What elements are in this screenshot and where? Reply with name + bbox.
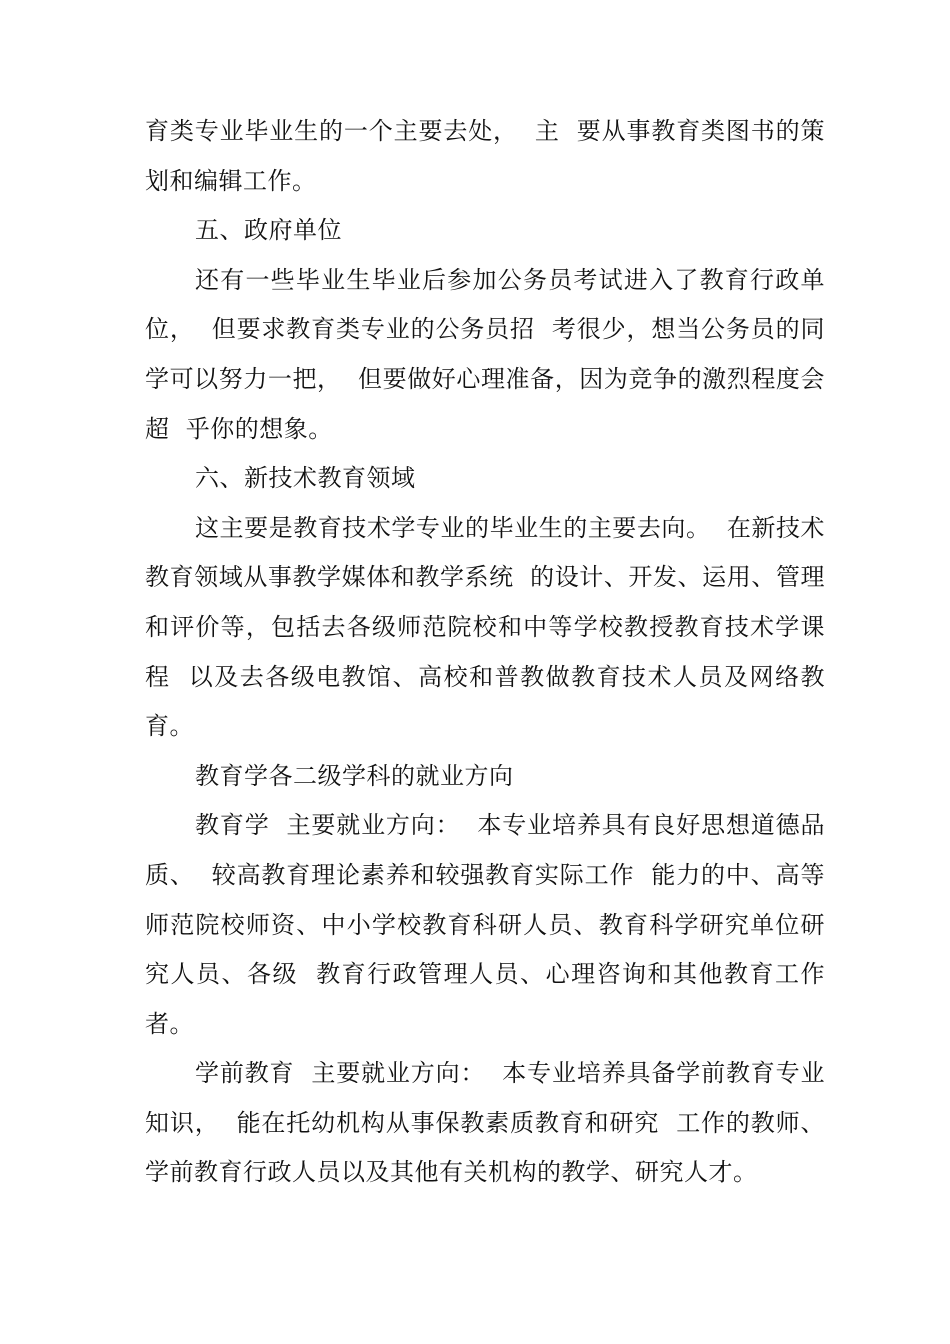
paragraph-government: 还有一些毕业生毕业后参加公务员考试进入了教育行政单位， 但要求教育类专业的公务员招 考很少，想当公务员的同学可以努力一把， 但要做好心理准备，因为竞争的激烈程度会超 乎你的想象。 <box>145 265 825 443</box>
paragraph-new-tech: 这主要是教育技术学专业的毕业生的主要去向。 在新技术教育领域从事教学媒体和教学系统 的设计、开发、运用、管理和评价等，包括去各级师范院校和中等学校教授教育技术学课程 以及去各级电教馆、高校和普教做教育技术人员及网络教育。 <box>145 513 825 741</box>
paragraph-preschool: 学前教育 主要就业方向： 本专业培养具备学前教育专业知识， 能在托幼机构从事保教素质教育和研究 工作的教师、学前教育行政人员以及其他有关机构的教学、研究人才。 <box>145 1059 825 1187</box>
paragraph-pedagogy: 教育学 主要就业方向： 本专业培养具有良好思想道德品质、 较高教育理论素养和较强教育实际工作 能力的中、高等师范院校师资、中小学校教育科研人员、教育科学研究单位研究人员、各级 教育行政管理人员、心理咨询和其他教育工作者。 <box>145 811 825 1038</box>
section-heading-government: 五、政府单位 <box>195 216 342 245</box>
paragraph-continuation: 育类专业毕业生的一个主要去处， 主 要从事教育类图书的策划和编辑工作。 <box>145 117 825 195</box>
section-heading-subdisciplines: 教育学各二级学科的就业方向 <box>195 761 514 790</box>
section-heading-new-tech: 六、新技术教育领域 <box>195 464 416 493</box>
document-body <box>145 107 825 1198</box>
